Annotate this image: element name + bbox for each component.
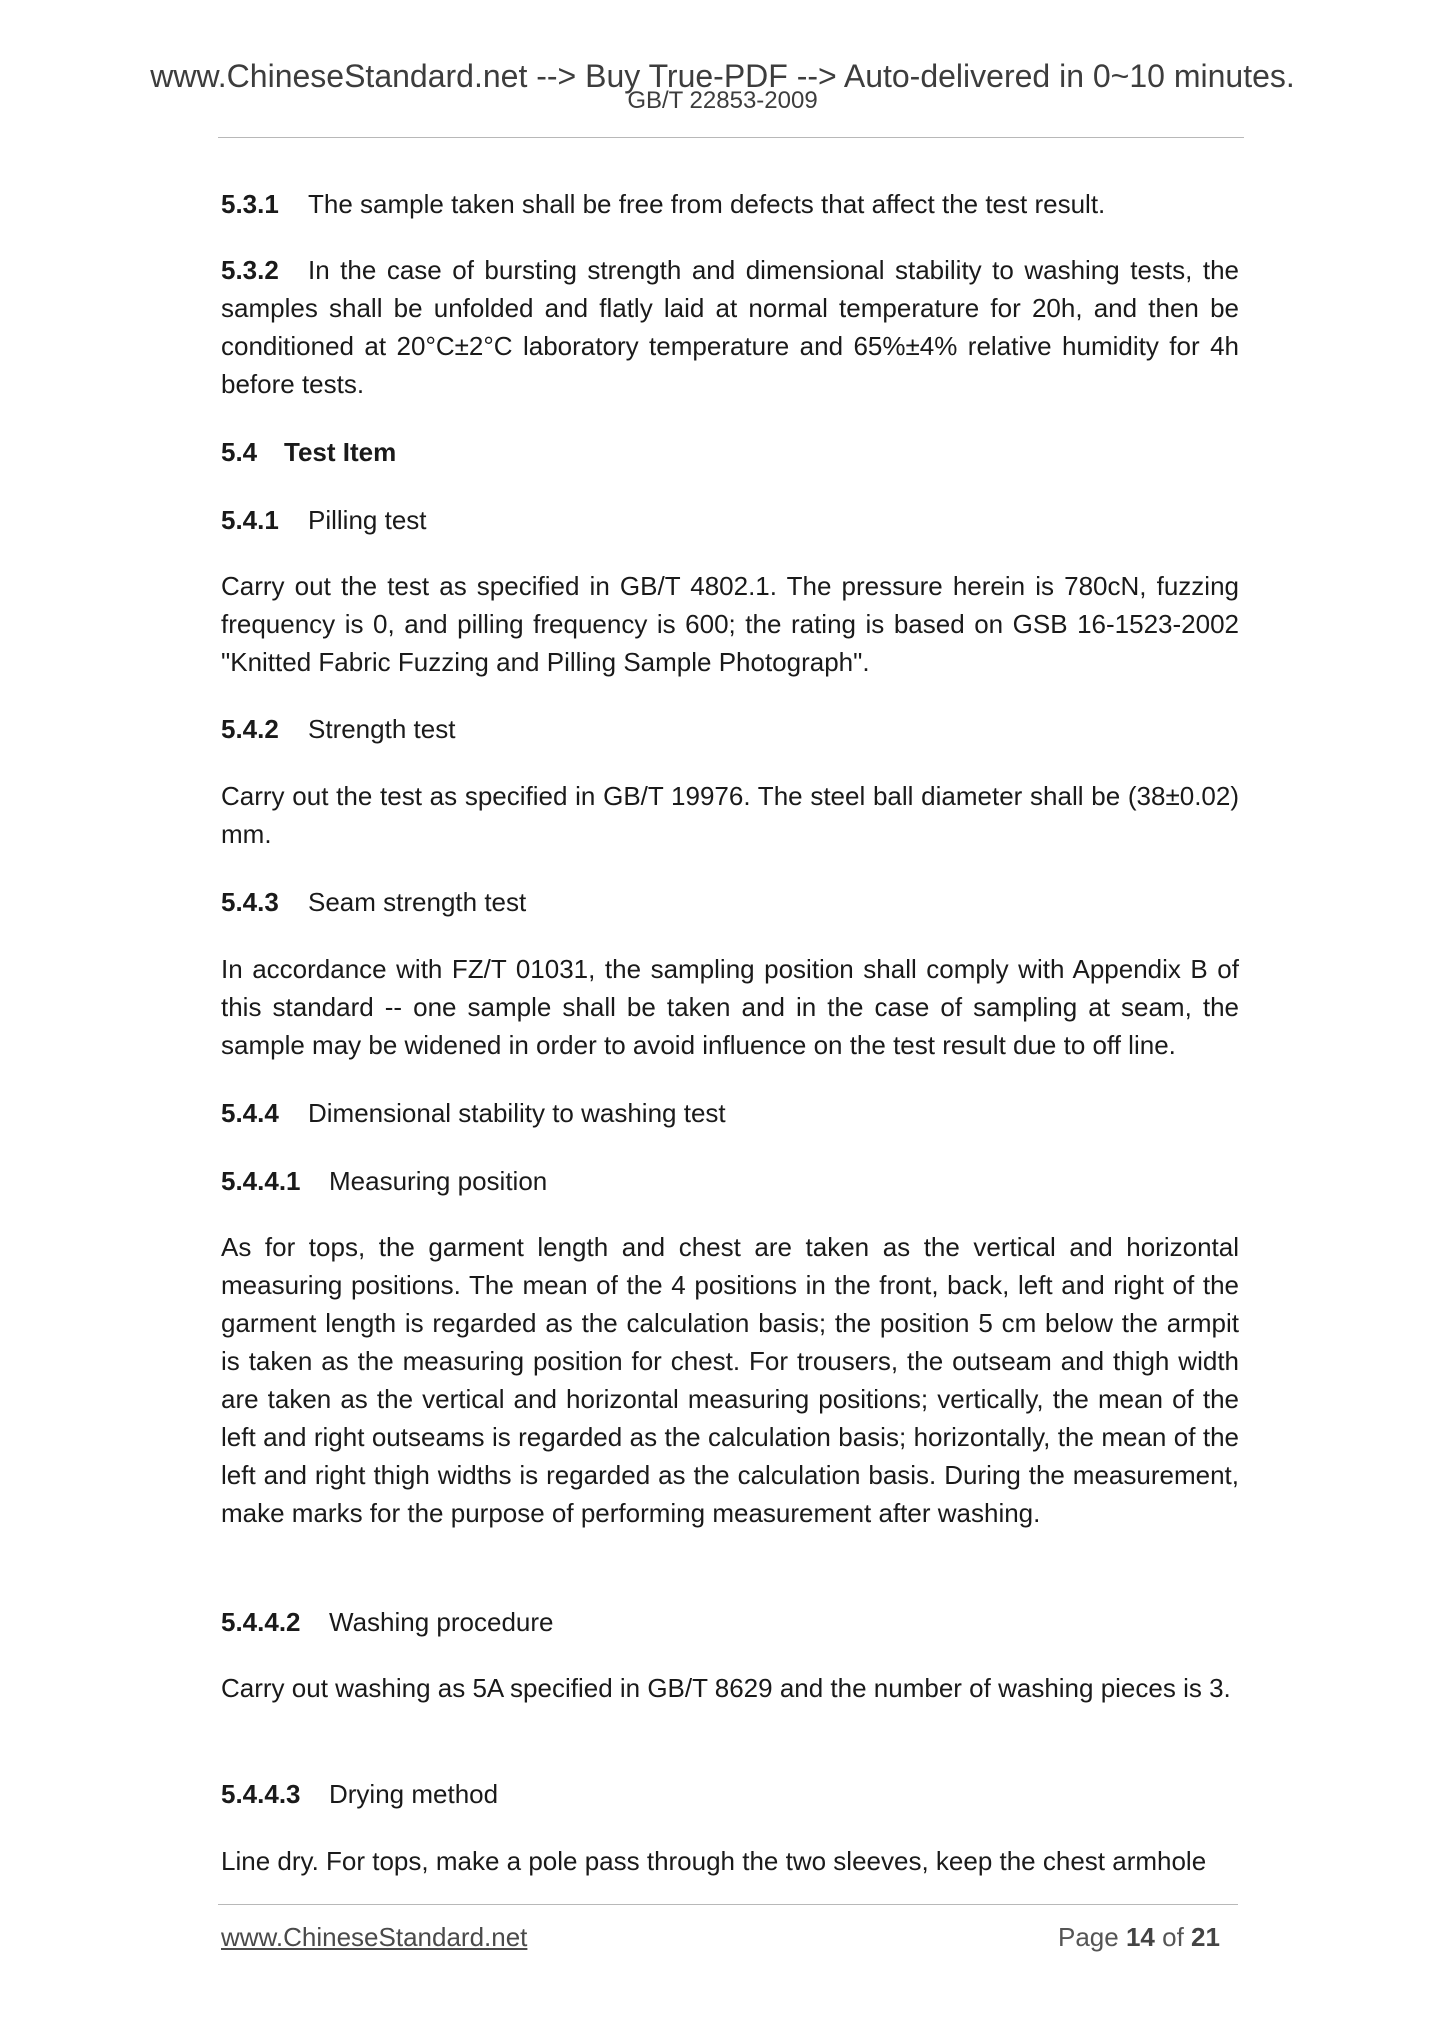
clause-number: 5.4.1 — [221, 505, 279, 535]
clause-number: 5.4.4 — [221, 1098, 279, 1128]
page-indicator — [1058, 1920, 1220, 1954]
clause-title: Measuring position — [329, 1166, 548, 1196]
clause-number: 5.4.3 — [221, 887, 279, 917]
standard-number: GB/T 22853-2009 — [627, 87, 818, 114]
page-word: Page — [1058, 1922, 1119, 1952]
clause-5-3-1 — [221, 185, 1239, 223]
section-number: 5.4 — [221, 437, 258, 467]
clause-5-4-4-3-text: Line dry. For tops, make a pole pass through the two sleeves, keep the chest armhole — [221, 1846, 1207, 1876]
clause-5-4-1-text: Carry out the test as specified in GB/T 4802.1. The pressure herein is 780cN, fuzzing frequency is 0, and pilling frequency is 600; the rating is based on GSB 16-1523-2002 "Knitted Fabric Fuzzing and Pilling Sample Photograph". — [221, 571, 1239, 677]
clause-title: Drying method — [329, 1779, 499, 1809]
footer-site-link[interactable]: www.ChineseStandard.net — [221, 1922, 528, 1952]
clause-title: Washing procedure — [329, 1607, 554, 1637]
page-total: 21 — [1191, 1922, 1220, 1952]
section-title: Test Item — [284, 437, 397, 467]
clause-5-4-4-heading — [221, 1094, 1239, 1132]
clause-text: In the case of bursting strength and dimensional stability to washing tests, the samples shall be unfolded and flatly laid at normal temperature for 20h, and then be conditioned at 20°C±2°C laboratory temperature and 65%±4% relative humidity for 4h before tests. — [221, 255, 1239, 399]
promo-banner: www.ChineseStandard.net --> Buy True-PDF --> Auto-delivered in 0~10 minutes. — [150, 58, 1295, 94]
clause-5-4-2-heading — [221, 710, 1239, 748]
page-current: 14 — [1125, 1922, 1155, 1952]
clause-title: Dimensional stability to washing test — [308, 1098, 726, 1128]
clause-number: 5.4.2 — [221, 714, 279, 744]
clause-5-4-1-heading — [221, 501, 1239, 539]
clause-title: Pilling test — [308, 505, 427, 535]
clause-number: 5.4.4.1 — [221, 1166, 301, 1196]
clause-text: The sample taken shall be free from defects that affect the test result. — [308, 189, 1106, 219]
clause-5-4-3-text: In accordance with FZ/T 01031, the sampling position shall comply with Appendix B of this standard -- one sample shall be taken and in the case of sampling at seam, the sample may be widened in order to avoid influence on the test result due to off line. — [221, 954, 1239, 1060]
clause-number: 5.3.1 — [221, 189, 279, 219]
clause-number: 5.4.4.2 — [221, 1607, 301, 1637]
clause-5-4-4-3-heading — [221, 1775, 1239, 1813]
clause-number: 5.4.4.3 — [221, 1779, 301, 1809]
clause-title: Strength test — [308, 714, 456, 744]
clause-5-4-2-text: Carry out the test as specified in GB/T 19976. The steel ball diameter shall be (38±0.02) mm. — [221, 781, 1239, 849]
clause-5-4-4-1-heading — [221, 1162, 1239, 1200]
clause-5-4-4-2-text: Carry out washing as 5A specified in GB/T 8629 and the number of washing pieces is 3. — [221, 1673, 1231, 1703]
clause-number: 5.3.2 — [221, 255, 279, 285]
section-5-4-heading — [221, 433, 1239, 471]
clause-5-4-3-heading — [221, 883, 1239, 921]
clause-5-3-2 — [221, 251, 1239, 403]
footer-divider — [218, 1904, 1238, 1905]
header-divider — [218, 137, 1244, 138]
clause-5-4-4-1-text: As for tops, the garment length and chest are taken as the vertical and horizontal measuring positions. The mean of the 4 positions in the front, back, left and right of the garment length is regarded as the calculation basis; the position 5 cm below the armpit is taken as the measuring position for chest. For trousers, the outseam and thigh width are taken as the vertical and horizontal measuring positions; vertically, the mean of the left and right outseams is regarded as the calculation basis; horizontally, the mean of the left and right thigh widths is regarded as the calculation basis. During the measurement, make marks for the purpose of performing measurement after washing. — [221, 1232, 1239, 1528]
clause-5-4-4-2-heading — [221, 1603, 1239, 1641]
page-of: of — [1162, 1922, 1184, 1952]
clause-title: Seam strength test — [308, 887, 527, 917]
